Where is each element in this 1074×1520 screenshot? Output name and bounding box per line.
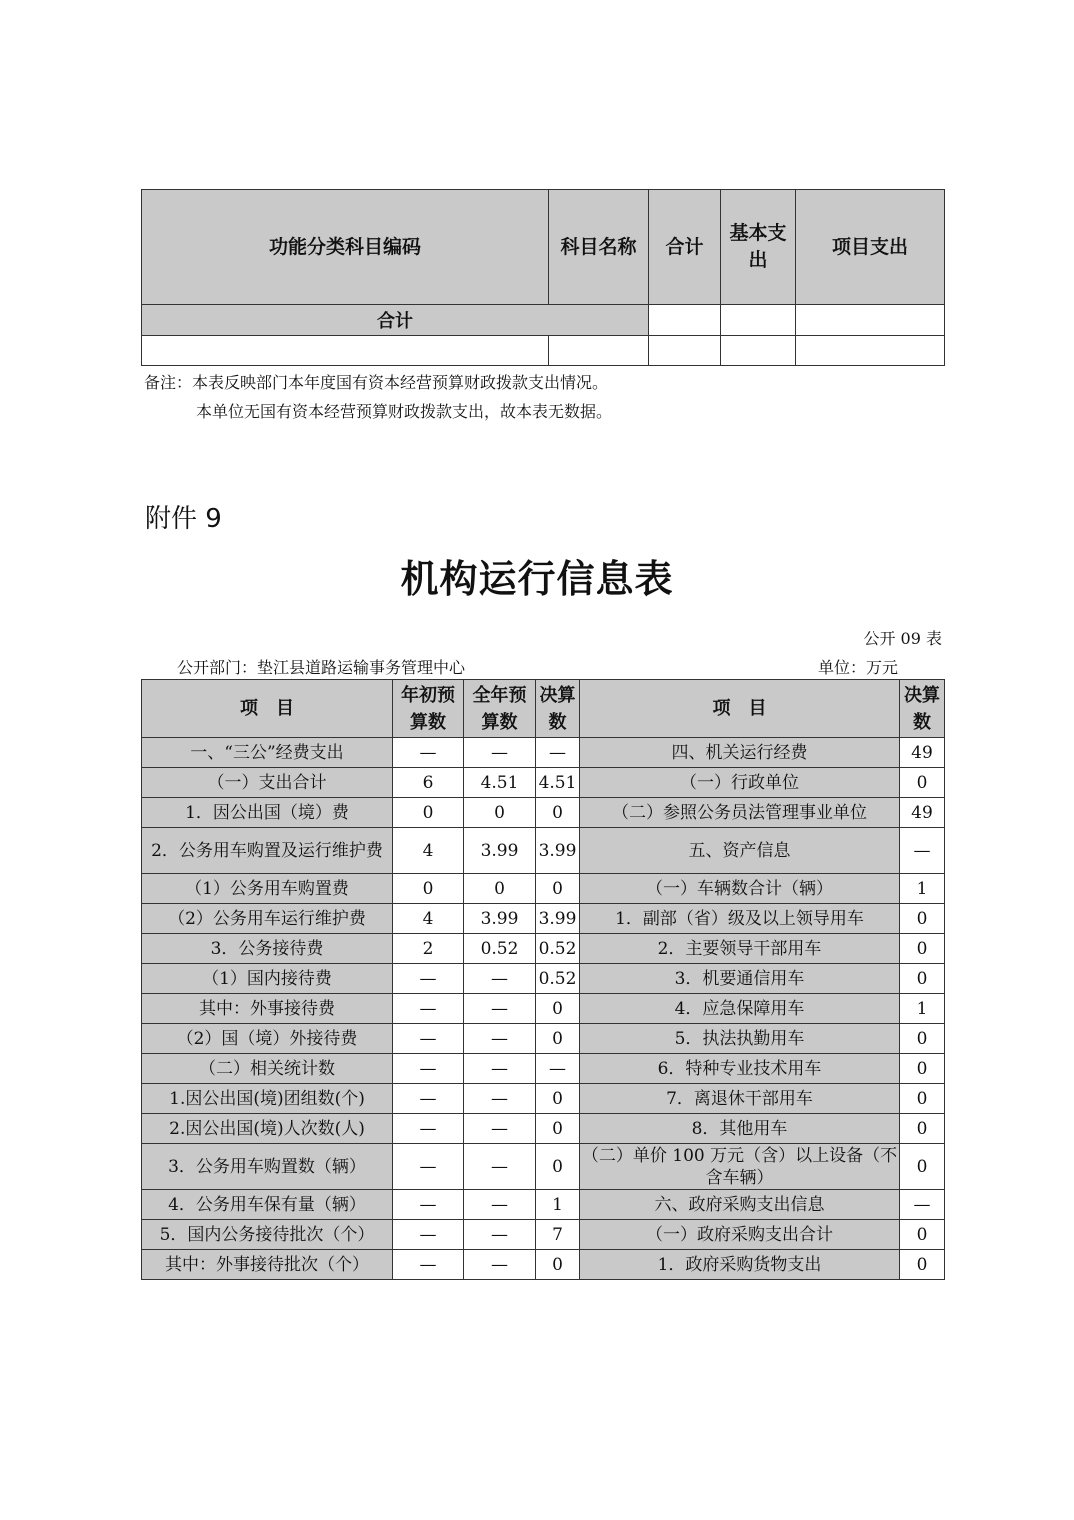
row-left-item: 2．公务用车购置及运行维护费	[142, 828, 393, 874]
row-full-year-budget: —	[464, 994, 536, 1024]
table-row	[142, 828, 945, 874]
table-row	[142, 874, 945, 904]
row-initial-budget: 0	[393, 874, 464, 904]
header-function-code: 功能分类科目编码	[142, 190, 549, 305]
header-initial-budget: 年初预算数	[393, 680, 464, 738]
row-right-final: 0	[900, 1250, 945, 1280]
row-right-item: （一）车辆数合计（辆）	[580, 874, 900, 904]
row-final-account: 0	[536, 1024, 580, 1054]
row-initial-budget: —	[393, 1024, 464, 1054]
row-right-item: 五、资产信息	[580, 828, 900, 874]
row-initial-budget: —	[393, 1084, 464, 1114]
header-project-expense: 项目支出	[796, 190, 945, 305]
row-final-account: 0	[536, 1084, 580, 1114]
row-final-account: 0	[536, 874, 580, 904]
empty-cell	[142, 336, 549, 366]
table-number: 公开 09 表	[863, 629, 942, 648]
row-full-year-budget: 0	[464, 798, 536, 828]
row-final-account: 0	[536, 994, 580, 1024]
row-right-item: （二）单价 100 万元（含）以上设备（不含车辆）	[580, 1144, 900, 1190]
header-subject-name: 科目名称	[549, 190, 649, 305]
row-right-item: 六、政府采购支出信息	[580, 1190, 900, 1220]
row-initial-budget: —	[393, 1114, 464, 1144]
row-final-account: 0.52	[536, 964, 580, 994]
table-row	[142, 1084, 945, 1114]
row-left-item: 4．公务用车保有量（辆）	[142, 1190, 393, 1220]
table-row	[142, 1054, 945, 1084]
row-final-account: 0	[536, 1144, 580, 1190]
row-left-item: 其中：外事接待批次（个）	[142, 1250, 393, 1280]
table-row	[142, 1190, 945, 1220]
empty-cell	[796, 336, 945, 366]
row-initial-budget: —	[393, 1054, 464, 1084]
row-right-final: 0	[900, 1054, 945, 1084]
row-final-account: 1	[536, 1190, 580, 1220]
table-row	[142, 994, 945, 1024]
row-final-account: 0	[536, 1250, 580, 1280]
table-row	[142, 1024, 945, 1054]
header-full-year-budget: 全年预算数	[464, 680, 536, 738]
row-final-account: 0	[536, 1114, 580, 1144]
row-full-year-budget: —	[464, 1024, 536, 1054]
row-left-item: 3．公务接待费	[142, 934, 393, 964]
row-initial-budget: —	[393, 1144, 464, 1190]
row-initial-budget: 4	[393, 828, 464, 874]
empty-cell	[549, 336, 649, 366]
row-right-final: —	[900, 828, 945, 874]
row-full-year-budget: 0	[464, 874, 536, 904]
row-left-item: 3．公务用车购置数（辆）	[142, 1144, 393, 1190]
table-row	[142, 904, 945, 934]
empty-cell	[649, 336, 721, 366]
row-right-item: 1．政府采购货物支出	[580, 1250, 900, 1280]
row-left-item: 一、“三公”经费支出	[142, 738, 393, 768]
row-initial-budget: —	[393, 738, 464, 768]
row-left-item: （1）公务用车购置费	[142, 874, 393, 904]
row-right-final: 0	[900, 1144, 945, 1190]
row-right-item: 6．特种专业技术用车	[580, 1054, 900, 1084]
row-right-item: （二）参照公务员法管理事业单位	[580, 798, 900, 828]
row-left-item: （2）国（境）外接待费	[142, 1024, 393, 1054]
row-right-final: 0	[900, 964, 945, 994]
row-right-final: 1	[900, 994, 945, 1024]
table-row	[142, 1250, 945, 1280]
row-initial-budget: 4	[393, 904, 464, 934]
row-right-final: 0	[900, 1084, 945, 1114]
row-left-item: 1.因公出国(境)团组数(个)	[142, 1084, 393, 1114]
total-cell	[721, 305, 796, 336]
row-right-final: 0	[900, 1114, 945, 1144]
row-right-final: 0	[900, 904, 945, 934]
header-final-account: 决算数	[536, 680, 580, 738]
row-right-final: 1	[900, 874, 945, 904]
row-initial-budget: 0	[393, 798, 464, 828]
row-right-item: 8．其他用车	[580, 1114, 900, 1144]
row-right-item: （一）政府采购支出合计	[580, 1220, 900, 1250]
row-right-item: 4．应急保障用车	[580, 994, 900, 1024]
row-full-year-budget: —	[464, 1250, 536, 1280]
row-full-year-budget: —	[464, 1114, 536, 1144]
row-right-item: （一）行政单位	[580, 768, 900, 798]
row-right-item: 2．主要领导干部用车	[580, 934, 900, 964]
row-left-item: 其中：外事接待费	[142, 994, 393, 1024]
total-cell	[649, 305, 721, 336]
capital-budget-table	[141, 189, 945, 366]
row-full-year-budget: —	[464, 1084, 536, 1114]
header-basic-expense: 基本支出	[721, 190, 796, 305]
total-cell	[796, 305, 945, 336]
total-row-label: 合计	[142, 305, 649, 336]
row-full-year-budget: 0.52	[464, 934, 536, 964]
table-row	[142, 1114, 945, 1144]
row-right-final: 49	[900, 798, 945, 828]
row-final-account: —	[536, 738, 580, 768]
table-row	[142, 738, 945, 768]
header-right-item: 项 目	[580, 680, 900, 738]
row-right-item: 7．离退休干部用车	[580, 1084, 900, 1114]
row-left-item: （二）相关统计数	[142, 1054, 393, 1084]
row-right-final: —	[900, 1190, 945, 1220]
row-right-final: 49	[900, 738, 945, 768]
annex-label: 附件 9	[145, 504, 222, 534]
row-right-item: 四、机关运行经费	[580, 738, 900, 768]
table-row	[142, 798, 945, 828]
row-left-item: （1）国内接待费	[142, 964, 393, 994]
row-right-final: 0	[900, 768, 945, 798]
row-final-account: 4.51	[536, 768, 580, 798]
header-left-item: 项 目	[142, 680, 393, 738]
row-right-final: 0	[900, 1220, 945, 1250]
row-final-account: 3.99	[536, 904, 580, 934]
row-full-year-budget: 4.51	[464, 768, 536, 798]
row-full-year-budget: 3.99	[464, 904, 536, 934]
row-left-item: （一）支出合计	[142, 768, 393, 798]
row-full-year-budget: —	[464, 1054, 536, 1084]
row-right-item: 3．机要通信用车	[580, 964, 900, 994]
row-full-year-budget: 3.99	[464, 828, 536, 874]
row-initial-budget: —	[393, 994, 464, 1024]
row-left-item: 2.因公出国(境)人次数(人)	[142, 1114, 393, 1144]
header-right-final: 决算数	[900, 680, 945, 738]
row-full-year-budget: —	[464, 1144, 536, 1190]
row-initial-budget: —	[393, 964, 464, 994]
table-row	[142, 1220, 945, 1250]
table-body	[142, 738, 945, 1280]
department-label: 公开部门：垫江县道路运输事务管理中心	[177, 658, 466, 677]
row-full-year-budget: —	[464, 1220, 536, 1250]
unit-label: 单位：万元	[818, 658, 899, 677]
note-line-1: 备注：本表反映部门本年度国有资本经营预算财政拨款支出情况。	[144, 373, 609, 392]
empty-cell	[721, 336, 796, 366]
row-full-year-budget: —	[464, 964, 536, 994]
row-right-final: 0	[900, 934, 945, 964]
row-final-account: 0	[536, 798, 580, 828]
row-full-year-budget: —	[464, 738, 536, 768]
row-initial-budget: —	[393, 1250, 464, 1280]
row-final-account: 3.99	[536, 828, 580, 874]
row-left-item: （2）公务用车运行维护费	[142, 904, 393, 934]
row-left-item: 1．因公出国（境）费	[142, 798, 393, 828]
table-row	[142, 768, 945, 798]
row-initial-budget: 2	[393, 934, 464, 964]
row-right-item: 5．执法执勤用车	[580, 1024, 900, 1054]
page-title: 机构运行信息表	[400, 556, 674, 601]
row-final-account: 0.52	[536, 934, 580, 964]
row-right-final: 0	[900, 1024, 945, 1054]
row-initial-budget: —	[393, 1220, 464, 1250]
row-final-account: 7	[536, 1220, 580, 1250]
table-row	[142, 964, 945, 994]
table-row	[142, 1144, 945, 1190]
row-full-year-budget: —	[464, 1190, 536, 1220]
note-line-2: 本单位无国有资本经营预算财政拨款支出，故本表无数据。	[196, 402, 613, 421]
operation-info-table	[141, 679, 945, 1280]
table-row	[142, 934, 945, 964]
row-initial-budget: 6	[393, 768, 464, 798]
row-initial-budget: —	[393, 1190, 464, 1220]
row-left-item: 5．国内公务接待批次（个）	[142, 1220, 393, 1250]
row-right-item: 1．副部（省）级及以上领导用车	[580, 904, 900, 934]
row-final-account: —	[536, 1054, 580, 1084]
header-total: 合计	[649, 190, 721, 305]
